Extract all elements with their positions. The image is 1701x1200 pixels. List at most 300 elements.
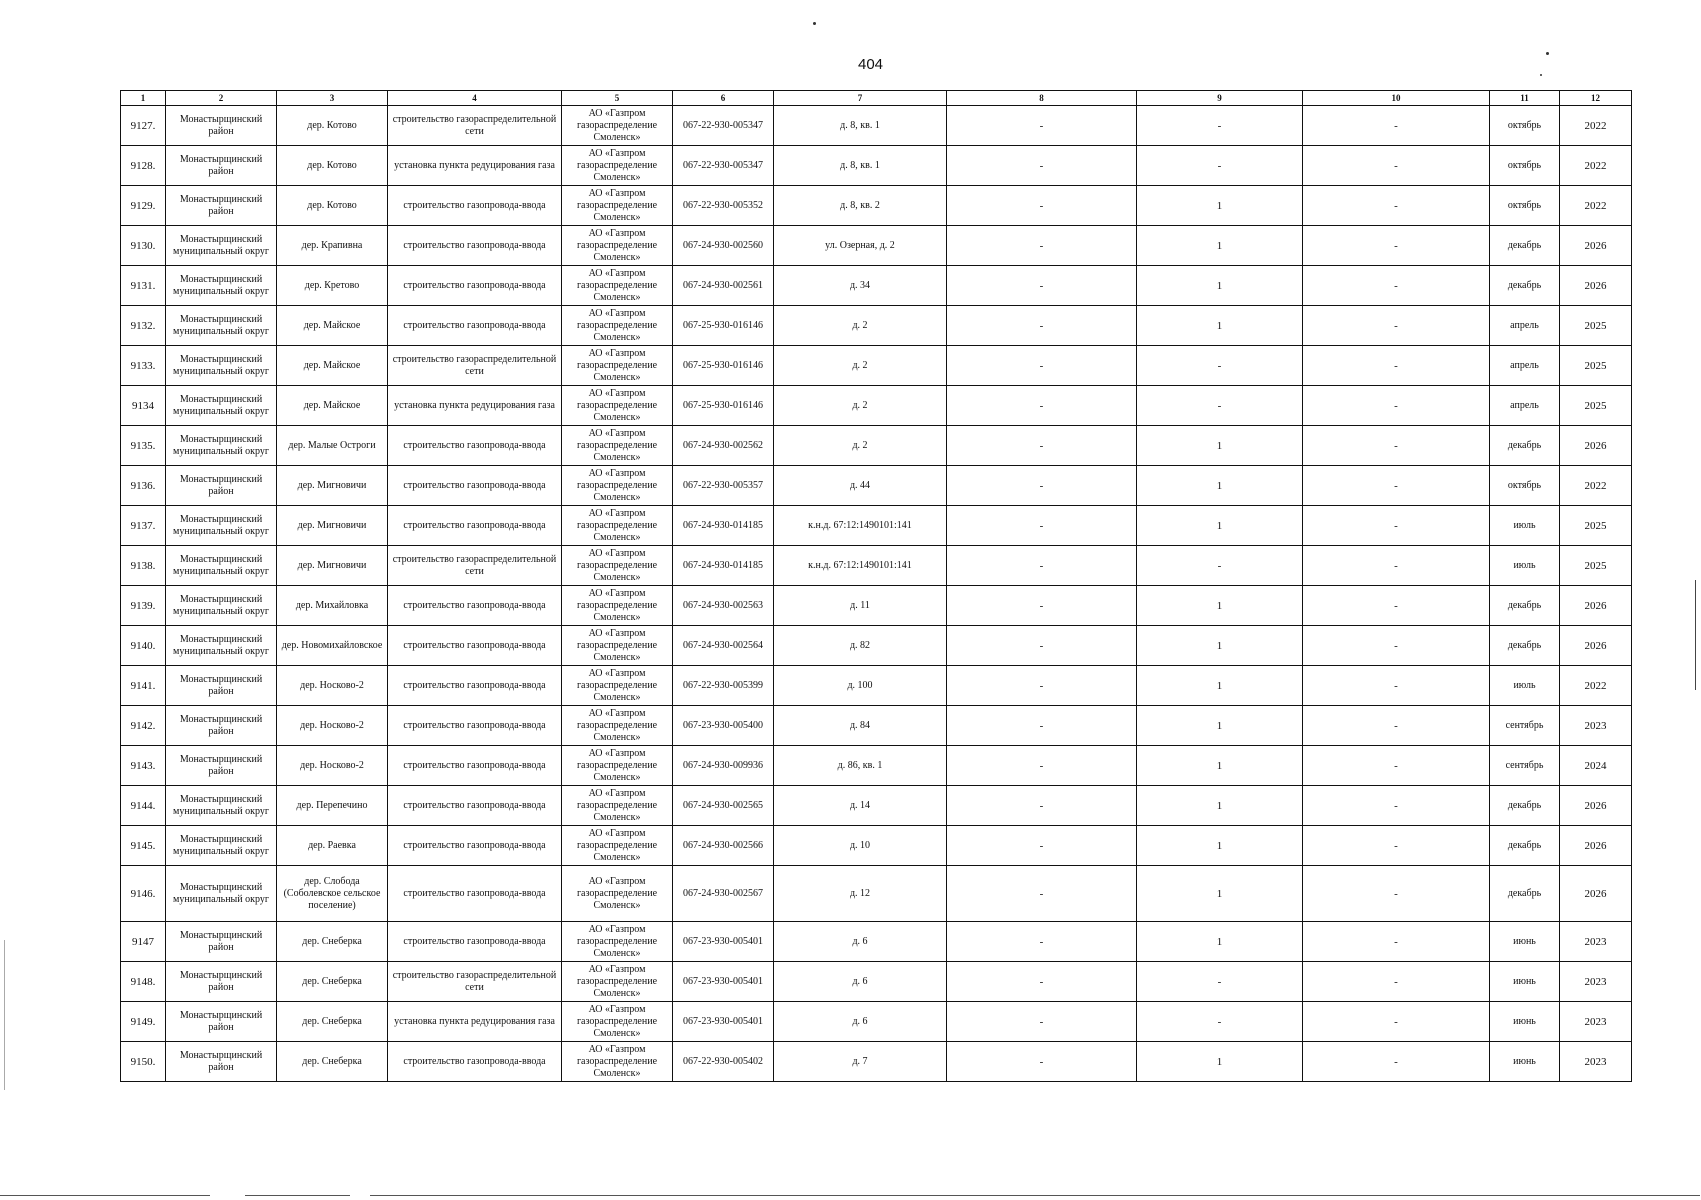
district-cell: Монастырщинский муниципальный округ	[166, 786, 277, 826]
month-cell: декабрь	[1490, 786, 1560, 826]
col9-cell: 1	[1137, 666, 1303, 706]
registry-code-cell: 067-24-930-002566	[673, 826, 774, 866]
col10-cell: -	[1303, 962, 1490, 1002]
organization-cell: АО «Газпром газораспределение Смоленск»	[562, 922, 673, 962]
month-cell: июнь	[1490, 922, 1560, 962]
month-cell: июль	[1490, 506, 1560, 546]
month-cell: апрель	[1490, 346, 1560, 386]
month-cell: декабрь	[1490, 426, 1560, 466]
col9-cell: 1	[1137, 1042, 1303, 1082]
col10-cell: -	[1303, 506, 1490, 546]
organization-cell: АО «Газпром газораспределение Смоленск»	[562, 1002, 673, 1042]
header-cell: 9	[1137, 91, 1303, 106]
work-type-cell: строительство газопровода-ввода	[388, 266, 562, 306]
work-type-cell: строительство газопровода-ввода	[388, 226, 562, 266]
table-row	[121, 106, 1632, 146]
row-number: 9128.	[121, 146, 166, 186]
year-cell: 2024	[1560, 746, 1632, 786]
header-cell: 7	[774, 91, 947, 106]
col9-cell: 1	[1137, 922, 1303, 962]
col9-cell: 1	[1137, 466, 1303, 506]
table-row	[121, 466, 1632, 506]
registry-code-cell: 067-24-930-002565	[673, 786, 774, 826]
work-type-cell: строительство газораспределительной сети	[388, 546, 562, 586]
settlement-cell: дер. Мигновичи	[277, 466, 388, 506]
col10-cell: -	[1303, 466, 1490, 506]
col8-cell: -	[947, 1002, 1137, 1042]
registry-code-cell: 067-24-930-002564	[673, 626, 774, 666]
row-number: 9148.	[121, 962, 166, 1002]
registry-code-cell: 067-23-930-005400	[673, 706, 774, 746]
year-cell: 2025	[1560, 386, 1632, 426]
address-cell: к.н.д. 67:12:1490101:141	[774, 506, 947, 546]
col8-cell: -	[947, 266, 1137, 306]
col10-cell: -	[1303, 826, 1490, 866]
settlement-cell: дер. Новомихайловское	[277, 626, 388, 666]
row-number: 9141.	[121, 666, 166, 706]
row-number: 9136.	[121, 466, 166, 506]
work-type-cell: строительство газопровода-ввода	[388, 586, 562, 626]
district-cell: Монастырщинский муниципальный округ	[166, 826, 277, 866]
col8-cell: -	[947, 1042, 1137, 1082]
col10-cell: -	[1303, 306, 1490, 346]
address-cell: д. 84	[774, 706, 947, 746]
col10-cell: -	[1303, 226, 1490, 266]
work-type-cell: установка пункта редуцирования газа	[388, 386, 562, 426]
work-type-cell: строительство газораспределительной сети	[388, 962, 562, 1002]
col8-cell: -	[947, 786, 1137, 826]
settlement-cell: дер. Снеберка	[277, 1042, 388, 1082]
table-row	[121, 626, 1632, 666]
address-cell: д. 6	[774, 922, 947, 962]
registry-code-cell: 067-22-930-005402	[673, 1042, 774, 1082]
row-number: 9150.	[121, 1042, 166, 1082]
col9-cell: 1	[1137, 746, 1303, 786]
col9-cell: 1	[1137, 586, 1303, 626]
year-cell: 2025	[1560, 306, 1632, 346]
row-number: 9142.	[121, 706, 166, 746]
settlement-cell: дер. Майское	[277, 386, 388, 426]
table-body	[121, 106, 1632, 1082]
registry-code-cell: 067-23-930-005401	[673, 962, 774, 1002]
organization-cell: АО «Газпром газораспределение Смоленск»	[562, 626, 673, 666]
row-number: 9149.	[121, 1002, 166, 1042]
settlement-cell: дер. Майское	[277, 306, 388, 346]
col8-cell: -	[947, 706, 1137, 746]
work-type-cell: строительство газораспределительной сети	[388, 346, 562, 386]
col9-cell: -	[1137, 546, 1303, 586]
col9-cell: -	[1137, 1002, 1303, 1042]
address-cell: д. 2	[774, 346, 947, 386]
col9-cell: -	[1137, 146, 1303, 186]
col9-cell: 1	[1137, 226, 1303, 266]
year-cell: 2023	[1560, 1042, 1632, 1082]
col8-cell: -	[947, 666, 1137, 706]
registry-code-cell: 067-24-930-002560	[673, 226, 774, 266]
year-cell: 2026	[1560, 266, 1632, 306]
table-row	[121, 146, 1632, 186]
district-cell: Монастырщинский муниципальный округ	[166, 306, 277, 346]
organization-cell: АО «Газпром газораспределение Смоленск»	[562, 186, 673, 226]
row-number: 9132.	[121, 306, 166, 346]
table-row	[121, 786, 1632, 826]
settlement-cell: дер. Котово	[277, 146, 388, 186]
work-type-cell: строительство газопровода-ввода	[388, 186, 562, 226]
row-number: 9137.	[121, 506, 166, 546]
organization-cell: АО «Газпром газораспределение Смоленск»	[562, 146, 673, 186]
district-cell: Монастырщинский муниципальный округ	[166, 586, 277, 626]
scan-speck	[813, 22, 816, 25]
year-cell: 2023	[1560, 922, 1632, 962]
year-cell: 2023	[1560, 1002, 1632, 1042]
organization-cell: АО «Газпром газораспределение Смоленск»	[562, 786, 673, 826]
col8-cell: -	[947, 922, 1137, 962]
header-cell: 3	[277, 91, 388, 106]
registry-code-cell: 067-23-930-005401	[673, 1002, 774, 1042]
year-cell: 2025	[1560, 546, 1632, 586]
col10-cell: -	[1303, 386, 1490, 426]
scan-speck	[1546, 52, 1549, 55]
row-number: 9139.	[121, 586, 166, 626]
address-cell: д. 8, кв. 1	[774, 106, 947, 146]
month-cell: октябрь	[1490, 466, 1560, 506]
col10-cell: -	[1303, 146, 1490, 186]
row-number: 9138.	[121, 546, 166, 586]
col10-cell: -	[1303, 546, 1490, 586]
district-cell: Монастырщинский район	[166, 1002, 277, 1042]
col10-cell: -	[1303, 426, 1490, 466]
district-cell: Монастырщинский район	[166, 186, 277, 226]
year-cell: 2026	[1560, 866, 1632, 922]
work-type-cell: строительство газопровода-ввода	[388, 626, 562, 666]
table-row	[121, 866, 1632, 922]
address-cell: д. 44	[774, 466, 947, 506]
col10-cell: -	[1303, 1002, 1490, 1042]
table-row	[121, 666, 1632, 706]
organization-cell: АО «Газпром газораспределение Смоленск»	[562, 506, 673, 546]
header-cell: 2	[166, 91, 277, 106]
col9-cell: 1	[1137, 506, 1303, 546]
work-type-cell: строительство газопровода-ввода	[388, 866, 562, 922]
row-number: 9145.	[121, 826, 166, 866]
table-row	[121, 346, 1632, 386]
col8-cell: -	[947, 306, 1137, 346]
address-cell: д. 6	[774, 962, 947, 1002]
registry-code-cell: 067-24-930-014185	[673, 506, 774, 546]
month-cell: июнь	[1490, 962, 1560, 1002]
col10-cell: -	[1303, 786, 1490, 826]
settlement-cell: дер. Мигновичи	[277, 506, 388, 546]
month-cell: декабрь	[1490, 266, 1560, 306]
registry-code-cell: 067-24-930-002563	[673, 586, 774, 626]
registry-code-cell: 067-22-930-005347	[673, 146, 774, 186]
address-cell: д. 8, кв. 2	[774, 186, 947, 226]
registry-code-cell: 067-24-930-014185	[673, 546, 774, 586]
district-cell: Монастырщинский муниципальный округ	[166, 226, 277, 266]
page-number: 404	[857, 56, 884, 73]
district-cell: Монастырщинский муниципальный округ	[166, 866, 277, 922]
month-cell: декабрь	[1490, 226, 1560, 266]
row-number: 9131.	[121, 266, 166, 306]
table-row	[121, 306, 1632, 346]
work-type-cell: строительство газопровода-ввода	[388, 426, 562, 466]
table-row	[121, 226, 1632, 266]
work-type-cell: строительство газопровода-ввода	[388, 506, 562, 546]
col8-cell: -	[947, 866, 1137, 922]
address-cell: д. 100	[774, 666, 947, 706]
col9-cell: 1	[1137, 706, 1303, 746]
month-cell: июнь	[1490, 1042, 1560, 1082]
registry-code-cell: 067-22-930-005352	[673, 186, 774, 226]
month-cell: декабрь	[1490, 626, 1560, 666]
settlement-cell: дер. Кретово	[277, 266, 388, 306]
year-cell: 2022	[1560, 186, 1632, 226]
organization-cell: АО «Газпром газораспределение Смоленск»	[562, 106, 673, 146]
organization-cell: АО «Газпром газораспределение Смоленск»	[562, 586, 673, 626]
address-cell: д. 34	[774, 266, 947, 306]
row-number: 9140.	[121, 626, 166, 666]
header-cell: 11	[1490, 91, 1560, 106]
organization-cell: АО «Газпром газораспределение Смоленск»	[562, 866, 673, 922]
address-cell: д. 10	[774, 826, 947, 866]
header-cell: 10	[1303, 91, 1490, 106]
district-cell: Монастырщинский муниципальный округ	[166, 506, 277, 546]
col8-cell: -	[947, 146, 1137, 186]
bottom-rule	[370, 1195, 1700, 1196]
year-cell: 2026	[1560, 226, 1632, 266]
col8-cell: -	[947, 186, 1137, 226]
district-cell: Монастырщинский район	[166, 106, 277, 146]
settlement-cell: дер. Михайловка	[277, 586, 388, 626]
month-cell: апрель	[1490, 306, 1560, 346]
district-cell: Монастырщинский район	[166, 1042, 277, 1082]
col10-cell: -	[1303, 866, 1490, 922]
district-cell: Монастырщинский муниципальный округ	[166, 346, 277, 386]
row-number: 9143.	[121, 746, 166, 786]
work-type-cell: строительство газопровода-ввода	[388, 746, 562, 786]
work-type-cell: строительство газораспределительной сети	[388, 106, 562, 146]
month-cell: июнь	[1490, 1002, 1560, 1042]
year-cell: 2026	[1560, 786, 1632, 826]
settlement-cell: дер. Снеберка	[277, 1002, 388, 1042]
header-row	[121, 91, 1632, 106]
col10-cell: -	[1303, 266, 1490, 306]
registry-code-cell: 067-25-930-016146	[673, 386, 774, 426]
row-number: 9129.	[121, 186, 166, 226]
col10-cell: -	[1303, 186, 1490, 226]
work-type-cell: строительство газопровода-ввода	[388, 786, 562, 826]
table-row	[121, 506, 1632, 546]
address-cell: д. 11	[774, 586, 947, 626]
district-cell: Монастырщинский район	[166, 746, 277, 786]
address-cell: д. 82	[774, 626, 947, 666]
scan-speck	[1540, 74, 1542, 76]
address-cell: д. 2	[774, 426, 947, 466]
col9-cell: 1	[1137, 266, 1303, 306]
district-cell: Монастырщинский муниципальный округ	[166, 266, 277, 306]
address-cell: д. 2	[774, 386, 947, 426]
col9-cell: -	[1137, 346, 1303, 386]
year-cell: 2023	[1560, 706, 1632, 746]
table-row	[121, 586, 1632, 626]
col8-cell: -	[947, 962, 1137, 1002]
registry-code-cell: 067-22-930-005399	[673, 666, 774, 706]
work-type-cell: строительство газопровода-ввода	[388, 306, 562, 346]
organization-cell: АО «Газпром газораспределение Смоленск»	[562, 466, 673, 506]
registry-code-cell: 067-24-930-002561	[673, 266, 774, 306]
bottom-rule	[0, 1195, 210, 1196]
header-cell: 5	[562, 91, 673, 106]
year-cell: 2022	[1560, 146, 1632, 186]
row-number: 9147	[121, 922, 166, 962]
settlement-cell: дер. Котово	[277, 186, 388, 226]
col9-cell: 1	[1137, 306, 1303, 346]
year-cell: 2023	[1560, 962, 1632, 1002]
organization-cell: АО «Газпром газораспределение Смоленск»	[562, 962, 673, 1002]
month-cell: сентябрь	[1490, 706, 1560, 746]
col8-cell: -	[947, 546, 1137, 586]
district-cell: Монастырщинский район	[166, 922, 277, 962]
district-cell: Монастырщинский муниципальный округ	[166, 546, 277, 586]
year-cell: 2022	[1560, 666, 1632, 706]
organization-cell: АО «Газпром газораспределение Смоленск»	[562, 546, 673, 586]
year-cell: 2026	[1560, 586, 1632, 626]
header-cell: 1	[121, 91, 166, 106]
month-cell: декабрь	[1490, 826, 1560, 866]
settlement-cell: дер. Крапивна	[277, 226, 388, 266]
header-cell: 4	[388, 91, 562, 106]
registry-code-cell: 067-25-930-016146	[673, 346, 774, 386]
district-cell: Монастырщинский муниципальный округ	[166, 426, 277, 466]
col9-cell: -	[1137, 386, 1303, 426]
row-number: 9134	[121, 386, 166, 426]
district-cell: Монастырщинский район	[166, 146, 277, 186]
address-cell: д. 86, кв. 1	[774, 746, 947, 786]
table-row	[121, 546, 1632, 586]
registry-code-cell: 067-23-930-005401	[673, 922, 774, 962]
work-type-cell: строительство газопровода-ввода	[388, 706, 562, 746]
col10-cell: -	[1303, 626, 1490, 666]
month-cell: сентябрь	[1490, 746, 1560, 786]
table-row	[121, 1042, 1632, 1082]
col8-cell: -	[947, 106, 1137, 146]
col8-cell: -	[947, 466, 1137, 506]
year-cell: 2026	[1560, 426, 1632, 466]
header-cell: 6	[673, 91, 774, 106]
col9-cell: 1	[1137, 626, 1303, 666]
settlement-cell: дер. Мигновичи	[277, 546, 388, 586]
row-number: 9135.	[121, 426, 166, 466]
district-cell: Монастырщинский район	[166, 706, 277, 746]
table-row	[121, 1002, 1632, 1042]
address-cell: ул. Озерная, д. 2	[774, 226, 947, 266]
work-type-cell: строительство газопровода-ввода	[388, 922, 562, 962]
organization-cell: АО «Газпром газораспределение Смоленск»	[562, 1042, 673, 1082]
address-cell: д. 7	[774, 1042, 947, 1082]
col8-cell: -	[947, 626, 1137, 666]
address-cell: д. 14	[774, 786, 947, 826]
col8-cell: -	[947, 346, 1137, 386]
table-row	[121, 922, 1632, 962]
district-cell: Монастырщинский муниципальный округ	[166, 626, 277, 666]
settlement-cell: дер. Носково-2	[277, 706, 388, 746]
table-row	[121, 962, 1632, 1002]
row-number: 9127.	[121, 106, 166, 146]
month-cell: декабрь	[1490, 586, 1560, 626]
address-cell: д. 12	[774, 866, 947, 922]
organization-cell: АО «Газпром газораспределение Смоленск»	[562, 306, 673, 346]
month-cell: апрель	[1490, 386, 1560, 426]
address-cell: д. 6	[774, 1002, 947, 1042]
month-cell: июль	[1490, 666, 1560, 706]
col9-cell: 1	[1137, 186, 1303, 226]
col8-cell: -	[947, 746, 1137, 786]
year-cell: 2022	[1560, 466, 1632, 506]
month-cell: декабрь	[1490, 866, 1560, 922]
registry-code-cell: 067-22-930-005357	[673, 466, 774, 506]
district-cell: Монастырщинский район	[166, 466, 277, 506]
registry-code-cell: 067-22-930-005347	[673, 106, 774, 146]
address-cell: д. 2	[774, 306, 947, 346]
col9-cell: 1	[1137, 786, 1303, 826]
settlement-cell: дер. Раевка	[277, 826, 388, 866]
month-cell: июль	[1490, 546, 1560, 586]
table-row	[121, 186, 1632, 226]
col10-cell: -	[1303, 586, 1490, 626]
gasification-register-table	[120, 90, 1632, 1082]
col10-cell: -	[1303, 106, 1490, 146]
table-row	[121, 266, 1632, 306]
row-number: 9130.	[121, 226, 166, 266]
organization-cell: АО «Газпром газораспределение Смоленск»	[562, 666, 673, 706]
organization-cell: АО «Газпром газораспределение Смоленск»	[562, 386, 673, 426]
month-cell: октябрь	[1490, 106, 1560, 146]
organization-cell: АО «Газпром газораспределение Смоленск»	[562, 426, 673, 466]
table-row	[121, 706, 1632, 746]
header-cell: 8	[947, 91, 1137, 106]
month-cell: октябрь	[1490, 186, 1560, 226]
col10-cell: -	[1303, 1042, 1490, 1082]
col8-cell: -	[947, 586, 1137, 626]
col10-cell: -	[1303, 922, 1490, 962]
col8-cell: -	[947, 386, 1137, 426]
row-number: 9144.	[121, 786, 166, 826]
district-cell: Монастырщинский район	[166, 666, 277, 706]
district-cell: Монастырщинский муниципальный округ	[166, 386, 277, 426]
registry-code-cell: 067-25-930-016146	[673, 306, 774, 346]
col10-cell: -	[1303, 746, 1490, 786]
year-cell: 2022	[1560, 106, 1632, 146]
organization-cell: АО «Газпром газораспределение Смоленск»	[562, 266, 673, 306]
organization-cell: АО «Газпром газораспределение Смоленск»	[562, 746, 673, 786]
col8-cell: -	[947, 506, 1137, 546]
settlement-cell: дер. Котово	[277, 106, 388, 146]
registry-code-cell: 067-24-930-009936	[673, 746, 774, 786]
table-row	[121, 386, 1632, 426]
work-type-cell: строительство газопровода-ввода	[388, 466, 562, 506]
header-cell: 12	[1560, 91, 1632, 106]
year-cell: 2025	[1560, 506, 1632, 546]
table-row	[121, 746, 1632, 786]
scan-edge-mark	[1695, 580, 1696, 690]
settlement-cell: дер. Снеберка	[277, 962, 388, 1002]
row-number: 9146.	[121, 866, 166, 922]
col9-cell: 1	[1137, 426, 1303, 466]
col9-cell: 1	[1137, 826, 1303, 866]
bottom-rule	[245, 1195, 350, 1196]
settlement-cell: дер. Носково-2	[277, 746, 388, 786]
settlement-cell: дер. Слобода (Соболевское сельское поселение)	[277, 866, 388, 922]
